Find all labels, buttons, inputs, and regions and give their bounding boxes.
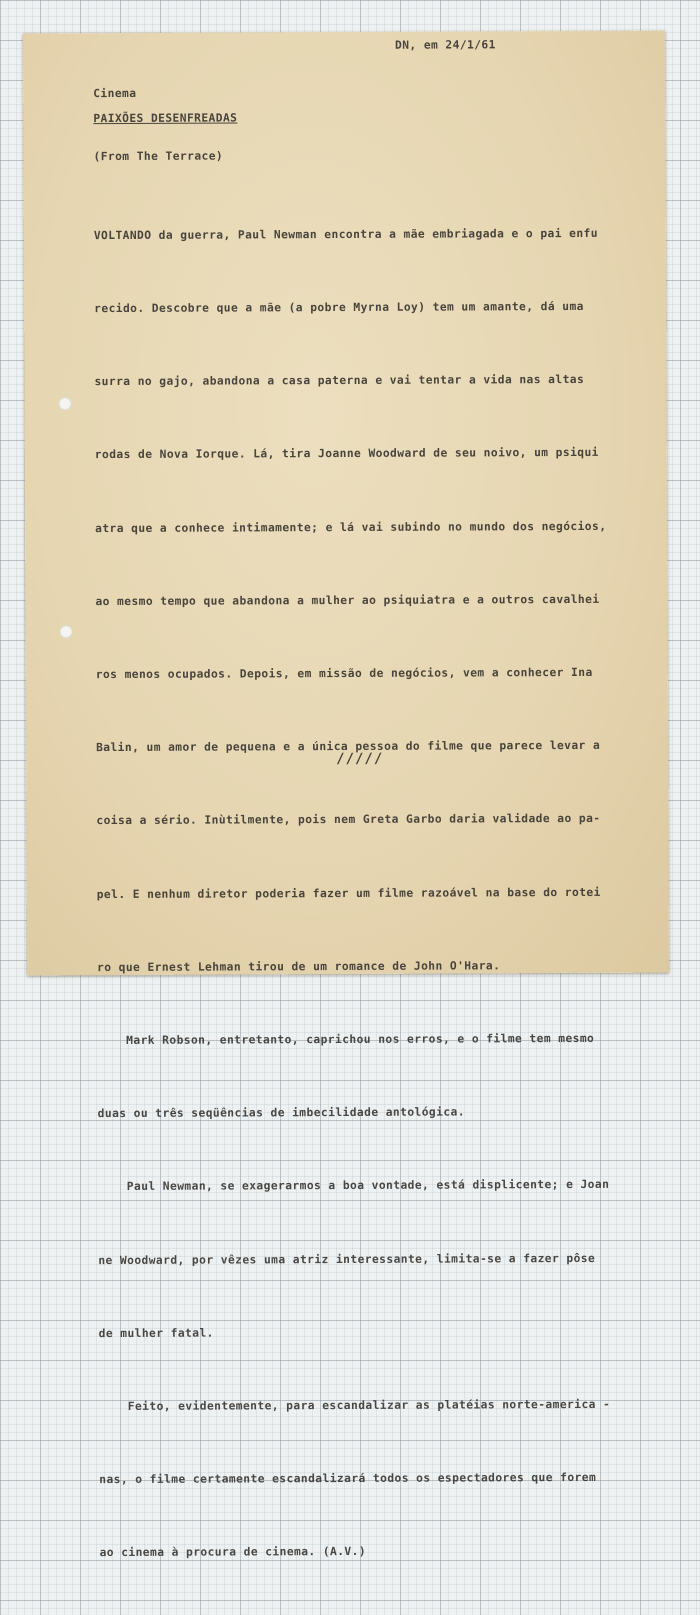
body-line: de mulher fatal. — [98, 1326, 214, 1340]
body-line: duas ou três seqüências de imbecilidade antológica. — [97, 1105, 465, 1121]
body-line: pel. E nenhum diretor poderia fazer um filme razoável na base do rotei — [96, 885, 601, 901]
punch-hole — [60, 625, 73, 638]
body-line: ros menos ocupados. Depois, em missão de negócios, vem a conhecer Ina — [95, 665, 593, 682]
body-line: surra no gajo, abandona a casa paterna e vai tentar a vida nas altas — [94, 373, 585, 389]
body-line: ao mesmo tempo que abandona a mulher ao psiquiatra e a outros cavalhei — [95, 592, 600, 608]
body-line: atra que a conhece intimamente; e lá vai subindo no mundo dos negócios, — [95, 519, 607, 535]
article-body — [94, 173, 612, 1615]
body-line: Mark Robson, entretanto, caprichou nos erros, e o filme tem mesmo — [97, 1031, 595, 1048]
body-line: coisa a sério. Inùtilmente, pois nem Greta Garbo daria validade ao pa- — [96, 812, 601, 828]
body-line: Paul Newman, se exagerarmos a boa vontade, está displicente; e Joan — [97, 1178, 610, 1194]
body-line: recido. Descobre que a mãe (a pobre Myrna Loy) tem um amante, dá uma — [94, 299, 584, 316]
body-line: Feito, evidentemente, para escandalizar as platéias norte-america - — [98, 1397, 611, 1414]
body-line: ao cinema à procura de cinema. (A.V.) — [99, 1545, 367, 1560]
article-title: PAIXÕES DESENFREADAS — [93, 111, 238, 126]
typed-page — [23, 31, 669, 1560]
body-line: VOLTANDO da guerra, Paul Newman encontra a mãe embriagada e o pai enfu — [93, 226, 598, 242]
body-line: nas, o filme certamente escandalizará todos os espectadores que forem — [99, 1471, 597, 1487]
body-line: Balin, um amor de pequena e a única pessoa do filme que parece levar a — [96, 739, 601, 755]
section-label: Cinema — [93, 86, 137, 101]
punch-hole — [59, 397, 72, 410]
end-mark: ///// — [336, 750, 384, 768]
date-line: DN, em 24/1/61 — [394, 38, 496, 52]
body-line: ne Woodward, por vêzes uma atriz interessante, limita-se a fazer pôse — [98, 1251, 596, 1267]
original-title: (From The Terrace) — [93, 149, 224, 164]
body-line: rodas de Nova Iorque. Lá, tira Joanne Woodward de seu noivo, um psiqui — [94, 446, 599, 462]
body-line: ro que Ernest Lehman tirou de um romance de John O'Hara. — [96, 959, 501, 974]
